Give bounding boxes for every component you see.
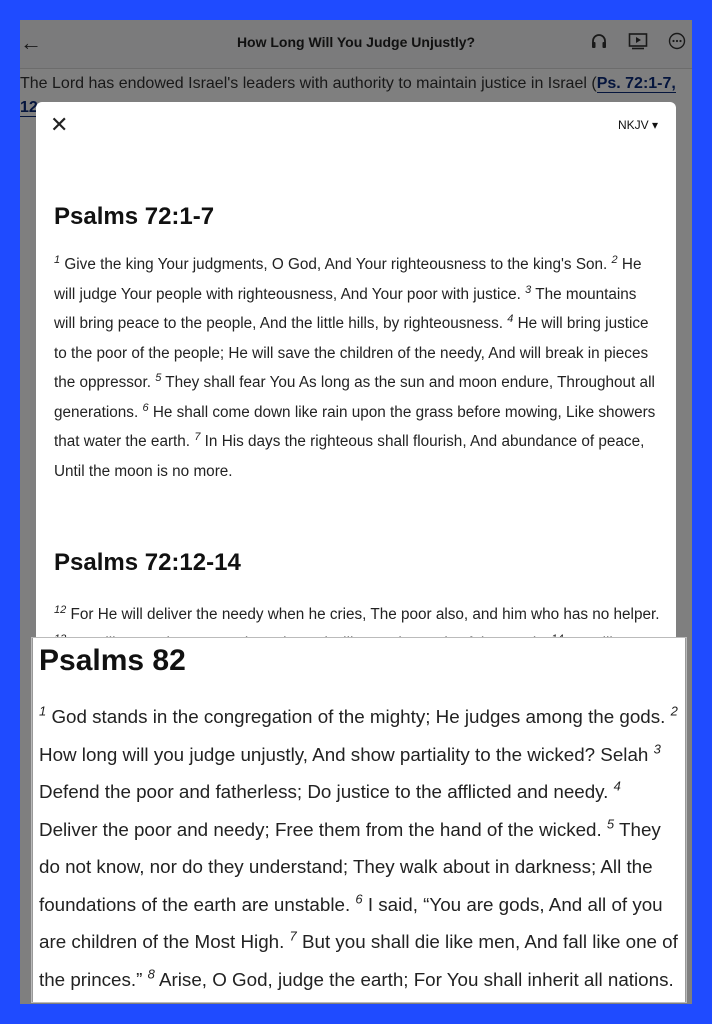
- verse-number: 4: [613, 778, 621, 794]
- verse-text: But you shall die like men, And fall like one of the princes.”: [39, 931, 678, 990]
- verse-text: They do not know, nor do they understand; They walk about in darkness; All the foundations of the earth are unstable.: [39, 818, 661, 915]
- verse-text: Defend the poor and fatherless; Do justice to the afflicted and needy.: [39, 781, 614, 802]
- verse-number: 5: [606, 816, 615, 832]
- verse-text: They shall fear You As long as the sun and moon endure, Throughout all generations.: [54, 374, 655, 421]
- verse-number: 1: [39, 703, 47, 719]
- verse-text: In His days the righteous shall flourish, And abundance of peace, Until the moon is no more.: [54, 433, 645, 480]
- verse-text: Deliver the poor and needy; Free them from the hand of the wicked.: [39, 818, 607, 840]
- scripture-modal: [36, 102, 676, 662]
- zoomed-text: [39, 698, 679, 998]
- verse-text: I said, “You are gods, And all of you are children of the Most High.: [39, 893, 663, 952]
- verse-text: Give the king Your judgments, O God, And Your righteousness to the king's Son.: [60, 256, 612, 273]
- passage-1: [54, 202, 660, 231]
- verse-number: 1: [54, 253, 61, 266]
- verse-text: He will judge Your people with righteousness, And Your poor with justice.: [54, 256, 642, 303]
- verse-number: 12: [54, 603, 67, 616]
- verse-text: The mountains will bring peace to the people, And the little hills, by righteousness.: [54, 285, 637, 332]
- passage-heading: Psalms 72:1-7: [54, 203, 215, 230]
- verse-number: 2: [611, 253, 618, 266]
- verse-text: He shall come down like rain upon the grass before mowing, Like showers that water the earth.: [54, 403, 656, 450]
- verse-text: For He will deliver the needy when he cries, The poor also, and him who has no helper.: [66, 606, 660, 623]
- passage-2: [54, 548, 660, 577]
- verse-number: 3: [525, 283, 532, 296]
- verse-number: 2: [670, 703, 678, 719]
- app-window: [20, 20, 692, 1004]
- verse-number: 6: [142, 401, 149, 414]
- verse-text: How long will you judge unjustly, And show partiality to the wicked? Selah: [39, 743, 654, 765]
- zoomed-heading: Psalms 82: [39, 644, 186, 677]
- version-selector[interactable]: NKJV ▾: [617, 118, 658, 132]
- verse-text: He will bring justice to the poor of the people; He will save the children of the needy, And will break in pieces the oppressor.: [54, 315, 649, 391]
- verse-number: 6: [355, 891, 363, 907]
- verse-number: 4: [507, 312, 514, 325]
- passage-heading: Psalms 72:12-14: [54, 549, 241, 576]
- close-icon[interactable]: ✕: [50, 112, 69, 137]
- verse-number: 7: [194, 430, 201, 443]
- zoomed-passage-panel: [32, 638, 686, 1002]
- verse-number: 5: [155, 371, 162, 384]
- verse-text: God stands in the congregation of the mighty; He judges among the gods.: [46, 706, 671, 727]
- verse-number: 3: [653, 741, 661, 757]
- verse-text: Arise, O God, judge the earth; For You shall inherit all nations.: [154, 968, 674, 990]
- verse-number: 7: [289, 928, 297, 944]
- verse-number: 8: [147, 966, 155, 982]
- passage-1-text: [54, 250, 660, 486]
